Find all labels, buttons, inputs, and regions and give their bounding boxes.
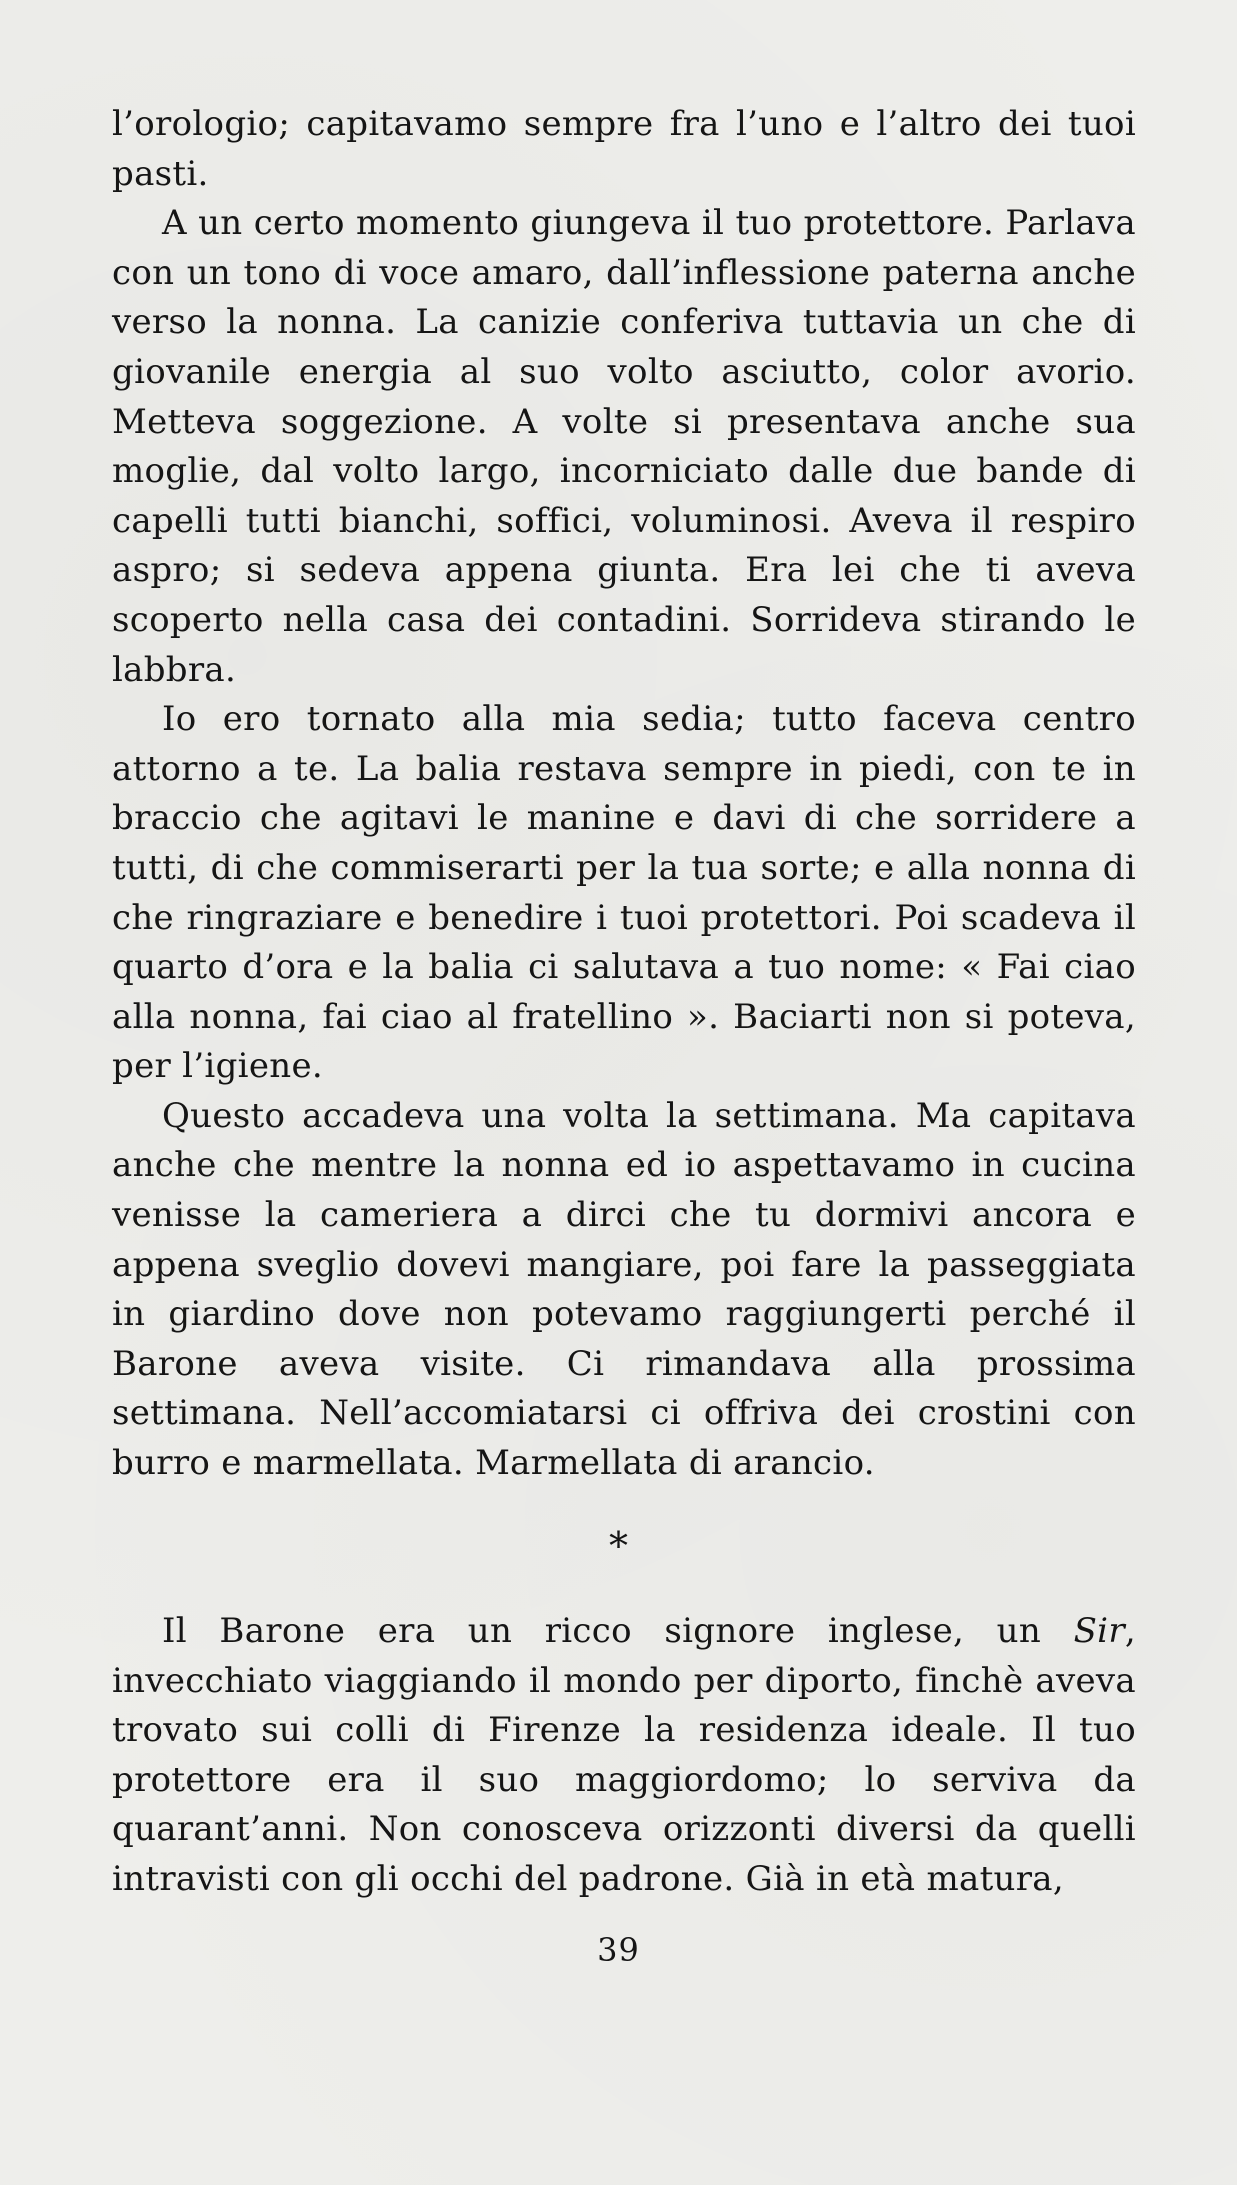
- paragraph: Questo accadeva una volta la settimana. Ma capitava anche che mentre la nonna ed io aspettavamo in cucina venisse la cameriera a dirci che tu dormivi ancora e appena sveglio dovevi mangiare, poi fare la passeggiata in giardino dove non potevamo raggiungerti perché il Barone aveva visite. Ci rimandava alla prossima settimana. Nell’accomiatarsi ci offriva dei crostini con burro e marmellata. Marmellata di arancio.: [112, 1095, 1136, 1484]
- text-run: , invecchiato viaggiando il mondo per diporto, finchè aveva trovato sui colli di Firenze la residenza ideale. Il tuo protettore era il suo maggiordomo; lo serviva da quarant’anni. Non conosceva orizzonti diversi da quelli intravisti con gli occhi del padrone. Già in età matura,: [112, 1611, 1136, 1899]
- section-divider: *: [609, 1524, 628, 1568]
- italic-text: Sir: [1073, 1611, 1125, 1651]
- paragraph: l’orologio; capitavamo sempre fra l’uno e l’altro dei tuoi pasti.: [112, 104, 1136, 194]
- paragraph: [112, 1607, 1136, 1905]
- main-text-block: [112, 100, 1136, 1489]
- text-run: Il Barone era un ricco signore inglese, un: [162, 1611, 1074, 1651]
- page-number: 39: [597, 1931, 640, 1969]
- paragraph: A un certo momento giungeva il tuo protettore. Parlava con un tono di voce amaro, dall’inflessione paterna anche verso la nonna. La canizie conferiva tuttavia un che di giovanile energia al suo volto asciutto, color avorio. Metteva soggezione. A volte si presentava anche sua moglie, dal volto largo, incorniciato dalle due bande di capelli tutti bianchi, soffici, voluminosi. Aveva il respiro aspro; si sedeva appena giunta. Era lei che ti aveva scoperto nella casa dei contadini. Sorrideva stirando le labbra.: [112, 203, 1136, 690]
- second-section-text-block: [112, 1607, 1136, 1905]
- paragraph: Io ero tornato alla mia sedia; tutto faceva centro attorno a te. La balia restava sempre in piedi, con te in braccio che agitavi le manine e davi di che sorridere a tutti, di che commiserarti per la tua sorte; e alla nonna di che ringraziare e benedire i tuoi protettori. Poi scadeva il quarto d’ora e la balia ci salutava a tuo nome: « Fai ciao alla nonna, fai ciao al fratellino ». Baciarti non si poteva, per l’igiene.: [112, 699, 1136, 1087]
